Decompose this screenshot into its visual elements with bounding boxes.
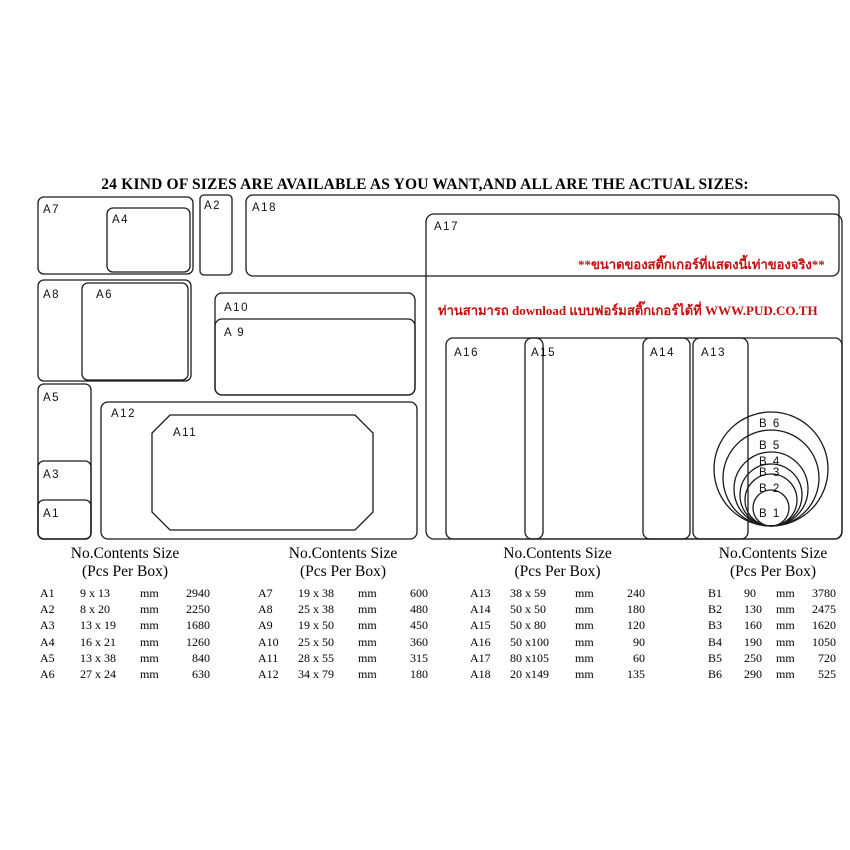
table-subheader: (Pcs Per Box)	[299, 563, 387, 580]
label-a13: A13	[701, 347, 726, 359]
shape-a14	[643, 338, 748, 539]
size-table-a1-a6	[40, 545, 210, 682]
label-a14: A14	[650, 347, 675, 359]
label-a12: A12	[111, 408, 136, 420]
table-row: A18 20 x149 mm 135	[470, 666, 645, 681]
table-header: No.Contents Size	[718, 545, 828, 562]
table-row: B6 290 mm 525	[708, 666, 836, 681]
table-subheader: (Pcs Per Box)	[81, 563, 169, 580]
table-header: No.Contents Size	[288, 545, 398, 562]
table-row: A7 19 x 38 mm 600	[258, 586, 428, 600]
label-b2: B 2	[759, 483, 781, 495]
label-a11: A11	[173, 427, 198, 439]
size-table-b1-b6	[708, 545, 838, 682]
table-row: A13 38 x 59 mm 240	[470, 586, 645, 600]
table-row: A15 50 x 80 mm 120	[470, 618, 645, 633]
table-subheader: (Pcs Per Box)	[729, 563, 817, 580]
label-a4: A4	[112, 214, 130, 226]
label-a3: A3	[43, 469, 61, 481]
page-title: 24 KIND OF SIZES ARE AVAILABLE AS YOU WANT,AND ALL ARE THE ACTUAL SIZES:	[101, 176, 749, 193]
table-row: B1 90 mm 3780	[708, 586, 836, 600]
label-a16: A16	[454, 347, 479, 359]
shape-a8	[38, 280, 191, 381]
label-b5: B 5	[759, 440, 781, 452]
table-row: A11 28 x 55 mm 315	[258, 650, 428, 665]
label-a2: A2	[204, 200, 222, 212]
table-row: A6 27 x 24 mm 630	[40, 666, 210, 681]
label-a8: A8	[43, 289, 61, 301]
label-a1: A1	[43, 508, 61, 520]
table-row: A4 16 x 21 mm 1260	[40, 634, 210, 649]
table-row: B4 190 mm 1050	[708, 634, 836, 649]
table-row: A9 19 x 50 mm 450	[258, 618, 428, 633]
table-header: No.Contents Size	[503, 545, 612, 562]
shape-a15	[525, 338, 690, 539]
label-a5: A5	[43, 392, 61, 404]
label-a7: A7	[43, 204, 61, 216]
table-row: A14 50 x 50 mm 180	[470, 602, 645, 617]
label-b1: B 1	[759, 508, 781, 520]
label-b6: B 6	[759, 418, 781, 430]
label-a10: A10	[224, 302, 249, 314]
table-row: B5 250 mm 720	[708, 650, 836, 665]
label-a15: A15	[531, 347, 556, 359]
table-row: A12 34 x 79 mm 180	[258, 666, 428, 681]
table-row: A5 13 x 38 mm 840	[40, 650, 210, 665]
label-b4: B 4	[759, 456, 781, 468]
label-a9: A 9	[224, 327, 246, 339]
label-b3: B 3	[759, 467, 781, 479]
actual-size-note: **ขนาดของสติ๊กเกอร์ที่แสดงนี้เท่าของจริง**	[578, 257, 825, 272]
size-table-a13-a18	[470, 545, 645, 682]
table-header: No.Contents Size	[70, 545, 180, 562]
table-row: A17 80 x105 mm 60	[470, 650, 645, 665]
table-row: A3 13 x 19 mm 1680	[40, 618, 210, 633]
table-row: B3 160 mm 1620	[708, 618, 836, 633]
label-a18: A18	[252, 202, 277, 214]
table-row: A2 8 x 20 mm 2250	[40, 602, 210, 617]
table-row: A1 9 x 13 mm 2940	[40, 586, 210, 600]
label-a6: A6	[96, 289, 114, 301]
table-row: B2 130 mm 2475	[708, 602, 836, 617]
label-a17: A17	[434, 221, 459, 233]
size-table-a7-a12	[258, 545, 428, 682]
download-note: ท่านสามารถ download แบบฟอร์มสติ๊กเกอร์ได้ที่ WWW.PUD.CO.TH	[438, 303, 818, 318]
table-row: A10 25 x 50 mm 360	[258, 634, 428, 649]
table-row: A8 25 x 38 mm 480	[258, 602, 428, 617]
shape-a12	[101, 402, 417, 539]
shape-a16	[446, 338, 543, 539]
table-row: A16 50 x100 mm 90	[470, 634, 645, 649]
table-subheader: (Pcs Per Box)	[514, 563, 601, 580]
